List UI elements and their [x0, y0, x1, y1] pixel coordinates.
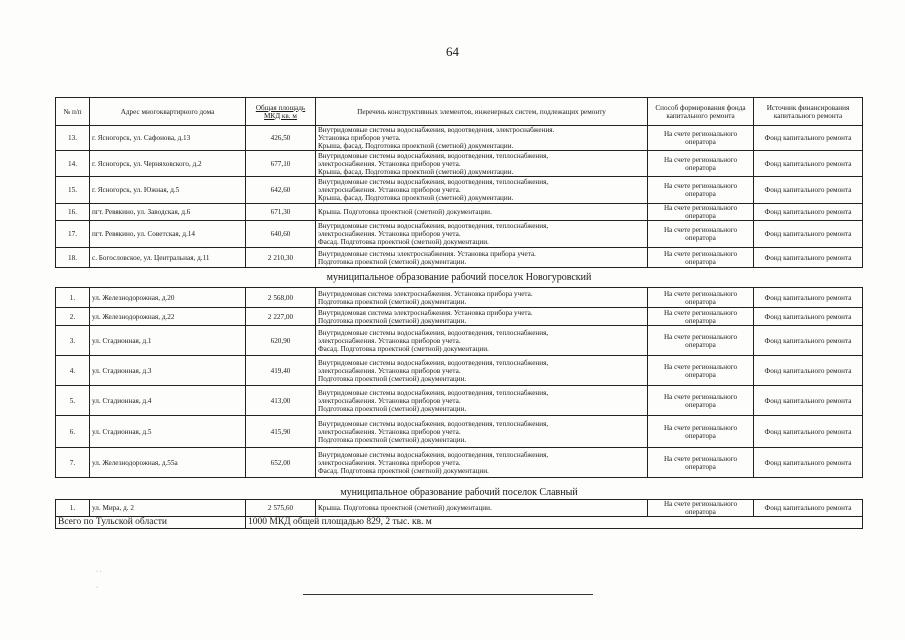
row-number: 14. — [56, 151, 90, 177]
row-area: 2 210,30 — [246, 248, 316, 268]
row-number: 13. — [56, 126, 90, 151]
row-fund-method: На счете регионального оператора — [648, 221, 754, 248]
row-address: г. Ясногорск, ул. Сафонова, д.13 — [90, 126, 246, 151]
works-line: электроснабжения. Установка приборов учета. — [318, 186, 461, 194]
scan-mark: · — [96, 585, 98, 591]
works-line: Крыша, фасад. Подготовка проектной (сметной) документации. — [318, 167, 514, 176]
row-address: ул. Стадионная, д.5 — [90, 416, 246, 448]
row-number: 18. — [56, 248, 90, 268]
row-area: 642,60 — [246, 177, 316, 204]
row-works — [316, 126, 648, 151]
table-row — [56, 416, 863, 448]
row-address: ул. Стадионная, д.4 — [90, 386, 246, 416]
row-area: 2 568,00 — [246, 288, 316, 308]
row-area: 426,50 — [246, 126, 316, 151]
row-fund-method: На счете регионального оператора — [648, 288, 754, 308]
works-line: Фасад. Подготовка проектной (сметной) документации. — [318, 466, 489, 475]
row-works — [316, 416, 648, 448]
table-row — [56, 326, 863, 356]
page-number: 64 — [446, 44, 459, 59]
row-financing: Фонд капитального ремонта — [754, 356, 863, 386]
row-number: 16. — [56, 204, 90, 221]
row-number: 2. — [56, 308, 90, 326]
works-line: электроснабжения. Установка приборов учета. — [318, 396, 461, 405]
row-financing: Фонд капитального ремонта — [754, 308, 863, 326]
row-area: 671,30 — [246, 204, 316, 221]
works-line: Подготовка проектной (сметной) документации. — [318, 257, 467, 266]
total-label: Всего по Тульской области — [56, 517, 246, 529]
header-area: Общая площадь МКД кв. м — [246, 98, 316, 126]
repair-program-table — [55, 97, 863, 529]
row-fund-method: На счете регионального оператора — [648, 448, 754, 478]
row-works — [316, 204, 648, 221]
table-row — [56, 386, 863, 416]
row-financing: Фонд капитального ремонта — [754, 221, 863, 248]
total-value: 1000 МКД общей площадью 829, 2 тыс. кв. м — [246, 517, 863, 529]
works-line: электроснабжения. Установка приборов учета. — [318, 336, 461, 345]
works-line: электроснабжения. Установка приборов учета. — [318, 366, 461, 375]
works-line: Внутридомовая система электроснабжения. Установка прибора учета. — [318, 308, 533, 317]
row-fund-method: На счете регионального оператора — [648, 248, 754, 268]
table-row — [56, 221, 863, 248]
works-line: Внутридомовые системы водоснабжения, водоотведения, теплоснабжения, — [318, 151, 549, 160]
row-fund-method: На счете регионального оператора — [648, 177, 754, 204]
row-fund-method: На счете регионального оператора — [648, 386, 754, 416]
works-line: Подготовка проектной (сметной) документации. — [318, 316, 467, 325]
row-address: г. Ясногорск, ул. Южная, д.5 — [90, 177, 246, 204]
row-address: ул. Стадионная, д.3 — [90, 356, 246, 386]
works-line: Внутридомовые системы электроснабжения. Установка прибора учета. — [318, 249, 536, 258]
row-area: 415,90 — [246, 416, 316, 448]
row-works — [316, 386, 648, 416]
header-fund: Способ формирования фонда капитального ремонта — [648, 98, 754, 126]
works-line: электроснабжения. Установка приборов учета. — [318, 159, 461, 168]
row-works — [316, 288, 648, 308]
works-line: Подготовка проектной (сметной) документации. — [318, 374, 467, 383]
works-line: Подготовка проектной (сметной) документации. — [318, 297, 467, 306]
row-number: 6. — [56, 416, 90, 448]
row-financing: Фонд капитального ремонта — [754, 448, 863, 478]
row-address: с. Богословское, ул. Центральная, д.11 — [90, 248, 246, 268]
row-financing: Фонд капитального ремонта — [754, 151, 863, 177]
header-address: Адрес многоквартирного дома — [90, 98, 246, 126]
row-financing: Фонд капитального ремонта — [754, 326, 863, 356]
table-row — [56, 204, 863, 221]
works-line: Внутридомовые системы водоснабжения, водоотведения, теплоснабжения, — [318, 419, 549, 428]
row-financing: Фонд капитального ремонта — [754, 288, 863, 308]
row-area: 677,10 — [246, 151, 316, 177]
row-financing: Фонд капитального ремонта — [754, 204, 863, 221]
works-line: Фасад. Подготовка проектной (сметной) документации. — [318, 344, 489, 353]
section-heading: муниципальное образование рабочий поселок Новогуровский — [56, 268, 863, 288]
table-row — [56, 308, 863, 326]
row-fund-method: На счете регионального оператора — [648, 308, 754, 326]
works-line: Внутридомовые системы водоснабжения, водоотведения, теплоснабжения, — [318, 328, 549, 337]
section-3-rows — [56, 500, 863, 517]
works-line: Крыша, фасад. Подготовка проектной (сметной) документации. — [318, 194, 514, 202]
row-area: 2 575,60 — [246, 500, 316, 517]
row-address: ул. Железнодорожная, д.22 — [90, 308, 246, 326]
works-line: Внутридомовые системы водоснабжения, водоотведения, теплоснабжения, — [318, 178, 549, 186]
row-area: 640,60 — [246, 221, 316, 248]
works-line: Крыша, фасад. Подготовка проектной (сметной) документации. — [318, 142, 514, 150]
section-2 — [56, 268, 863, 288]
works-line: Внутридомовые системы водоснабжения, водоотведения, теплоснабжения, — [318, 222, 549, 230]
row-fund-method: На счете регионального оператора — [648, 500, 754, 517]
works-line: Фасад. Подготовка проектной (сметной) документации. — [318, 238, 489, 246]
row-area: 620,90 — [246, 326, 316, 356]
row-fund-method: На счете регионального оператора — [648, 356, 754, 386]
row-address: ул. Железнодорожная, д.55а — [90, 448, 246, 478]
row-works — [316, 151, 648, 177]
section-heading-row — [56, 478, 863, 500]
works-line: Внутридомовые системы водоснабжения, водоотведения, теплоснабжения, — [318, 388, 549, 397]
row-works — [316, 356, 648, 386]
footer-rule — [303, 594, 593, 595]
works-line: электроснабжения. Установка приборов учета. — [318, 230, 461, 238]
section-heading: муниципальное образование рабочий поселок Славный — [56, 478, 863, 500]
row-number: 1. — [56, 288, 90, 308]
row-number: 3. — [56, 326, 90, 356]
row-works — [316, 326, 648, 356]
row-financing: Фонд капитального ремонта — [754, 248, 863, 268]
works-line: Подготовка проектной (сметной) документации. — [318, 404, 467, 413]
section-2-rows — [56, 288, 863, 478]
table-row — [56, 151, 863, 177]
row-works — [316, 248, 648, 268]
row-works — [316, 308, 648, 326]
row-area: 413,00 — [246, 386, 316, 416]
header-financing: Источник финансирования капитального ремонта — [754, 98, 863, 126]
table-row — [56, 288, 863, 308]
row-address: ул. Стадионная, д.1 — [90, 326, 246, 356]
works-line: Внутридомовые системы водоснабжения, водоотведения, теплоснабжения, — [318, 358, 549, 367]
table-row — [56, 356, 863, 386]
scan-mark: · · — [96, 569, 102, 575]
works-line: электроснабжения. Установка приборов учета. — [318, 427, 461, 436]
works-line: Крыша. Подготовка проектной (сметной) документации. — [318, 208, 492, 216]
row-number: 15. — [56, 177, 90, 204]
row-works — [316, 500, 648, 517]
row-fund-method: На счете регионального оператора — [648, 416, 754, 448]
table-row — [56, 177, 863, 204]
section-1-rows — [56, 126, 863, 268]
row-works — [316, 448, 648, 478]
works-line: электроснабжения. Установка приборов учета. — [318, 458, 461, 467]
row-area: 419,40 — [246, 356, 316, 386]
row-number: 5. — [56, 386, 90, 416]
row-number: 4. — [56, 356, 90, 386]
row-fund-method: На счете регионального оператора — [648, 126, 754, 151]
row-fund-method: На счете регионального оператора — [648, 151, 754, 177]
section-3 — [56, 478, 863, 500]
row-number: 7. — [56, 448, 90, 478]
works-line: Внутридомовая система электроснабжения. Установка прибора учета. — [318, 289, 533, 298]
row-address: пгт. Ревякино, ул. Заводская, д.6 — [90, 204, 246, 221]
table-row — [56, 500, 863, 517]
row-area: 652,00 — [246, 448, 316, 478]
works-line: Внутридомовые системы водоснабжения, водоотведения, электроснабжения. — [318, 126, 555, 134]
row-financing: Фонд капитального ремонта — [754, 416, 863, 448]
section-heading-row — [56, 268, 863, 288]
table-row — [56, 126, 863, 151]
row-number: 1. — [56, 500, 90, 517]
row-fund-method: На счете регионального оператора — [648, 326, 754, 356]
row-financing: Фонд капитального ремонта — [754, 126, 863, 151]
header-works: Перечень конструктивных элементов, инженерных систем, подлежащих ремонту — [316, 98, 648, 126]
works-line: Подготовка проектной (сметной) документации. — [318, 435, 467, 444]
row-area: 2 227,00 — [246, 308, 316, 326]
row-address: ул. Мира, д. 2 — [90, 500, 246, 517]
row-financing: Фонд капитального ремонта — [754, 500, 863, 517]
row-address: г. Ясногорск, ул. Черняховского, д.2 — [90, 151, 246, 177]
row-fund-method: На счете регионального оператора — [648, 204, 754, 221]
works-line: Крыша. Подготовка проектной (сметной) документации. — [318, 504, 492, 512]
total-row — [56, 517, 863, 529]
works-line: Внутридомовые системы водоснабжения, водоотведения, теплоснабжения, — [318, 450, 549, 459]
row-works — [316, 221, 648, 248]
row-works — [316, 177, 648, 204]
table-header-row — [56, 98, 863, 126]
row-financing: Фонд капитального ремонта — [754, 177, 863, 204]
row-address: ул. Железнодорожная, д.20 — [90, 288, 246, 308]
table-row — [56, 448, 863, 478]
row-number: 17. — [56, 221, 90, 248]
header-num: № п/п — [56, 98, 90, 126]
works-line: Установка приборов учета. — [318, 134, 401, 142]
row-financing: Фонд капитального ремонта — [754, 386, 863, 416]
row-address: пгт. Ревякино, ул. Советская, д.14 — [90, 221, 246, 248]
table-row — [56, 248, 863, 268]
